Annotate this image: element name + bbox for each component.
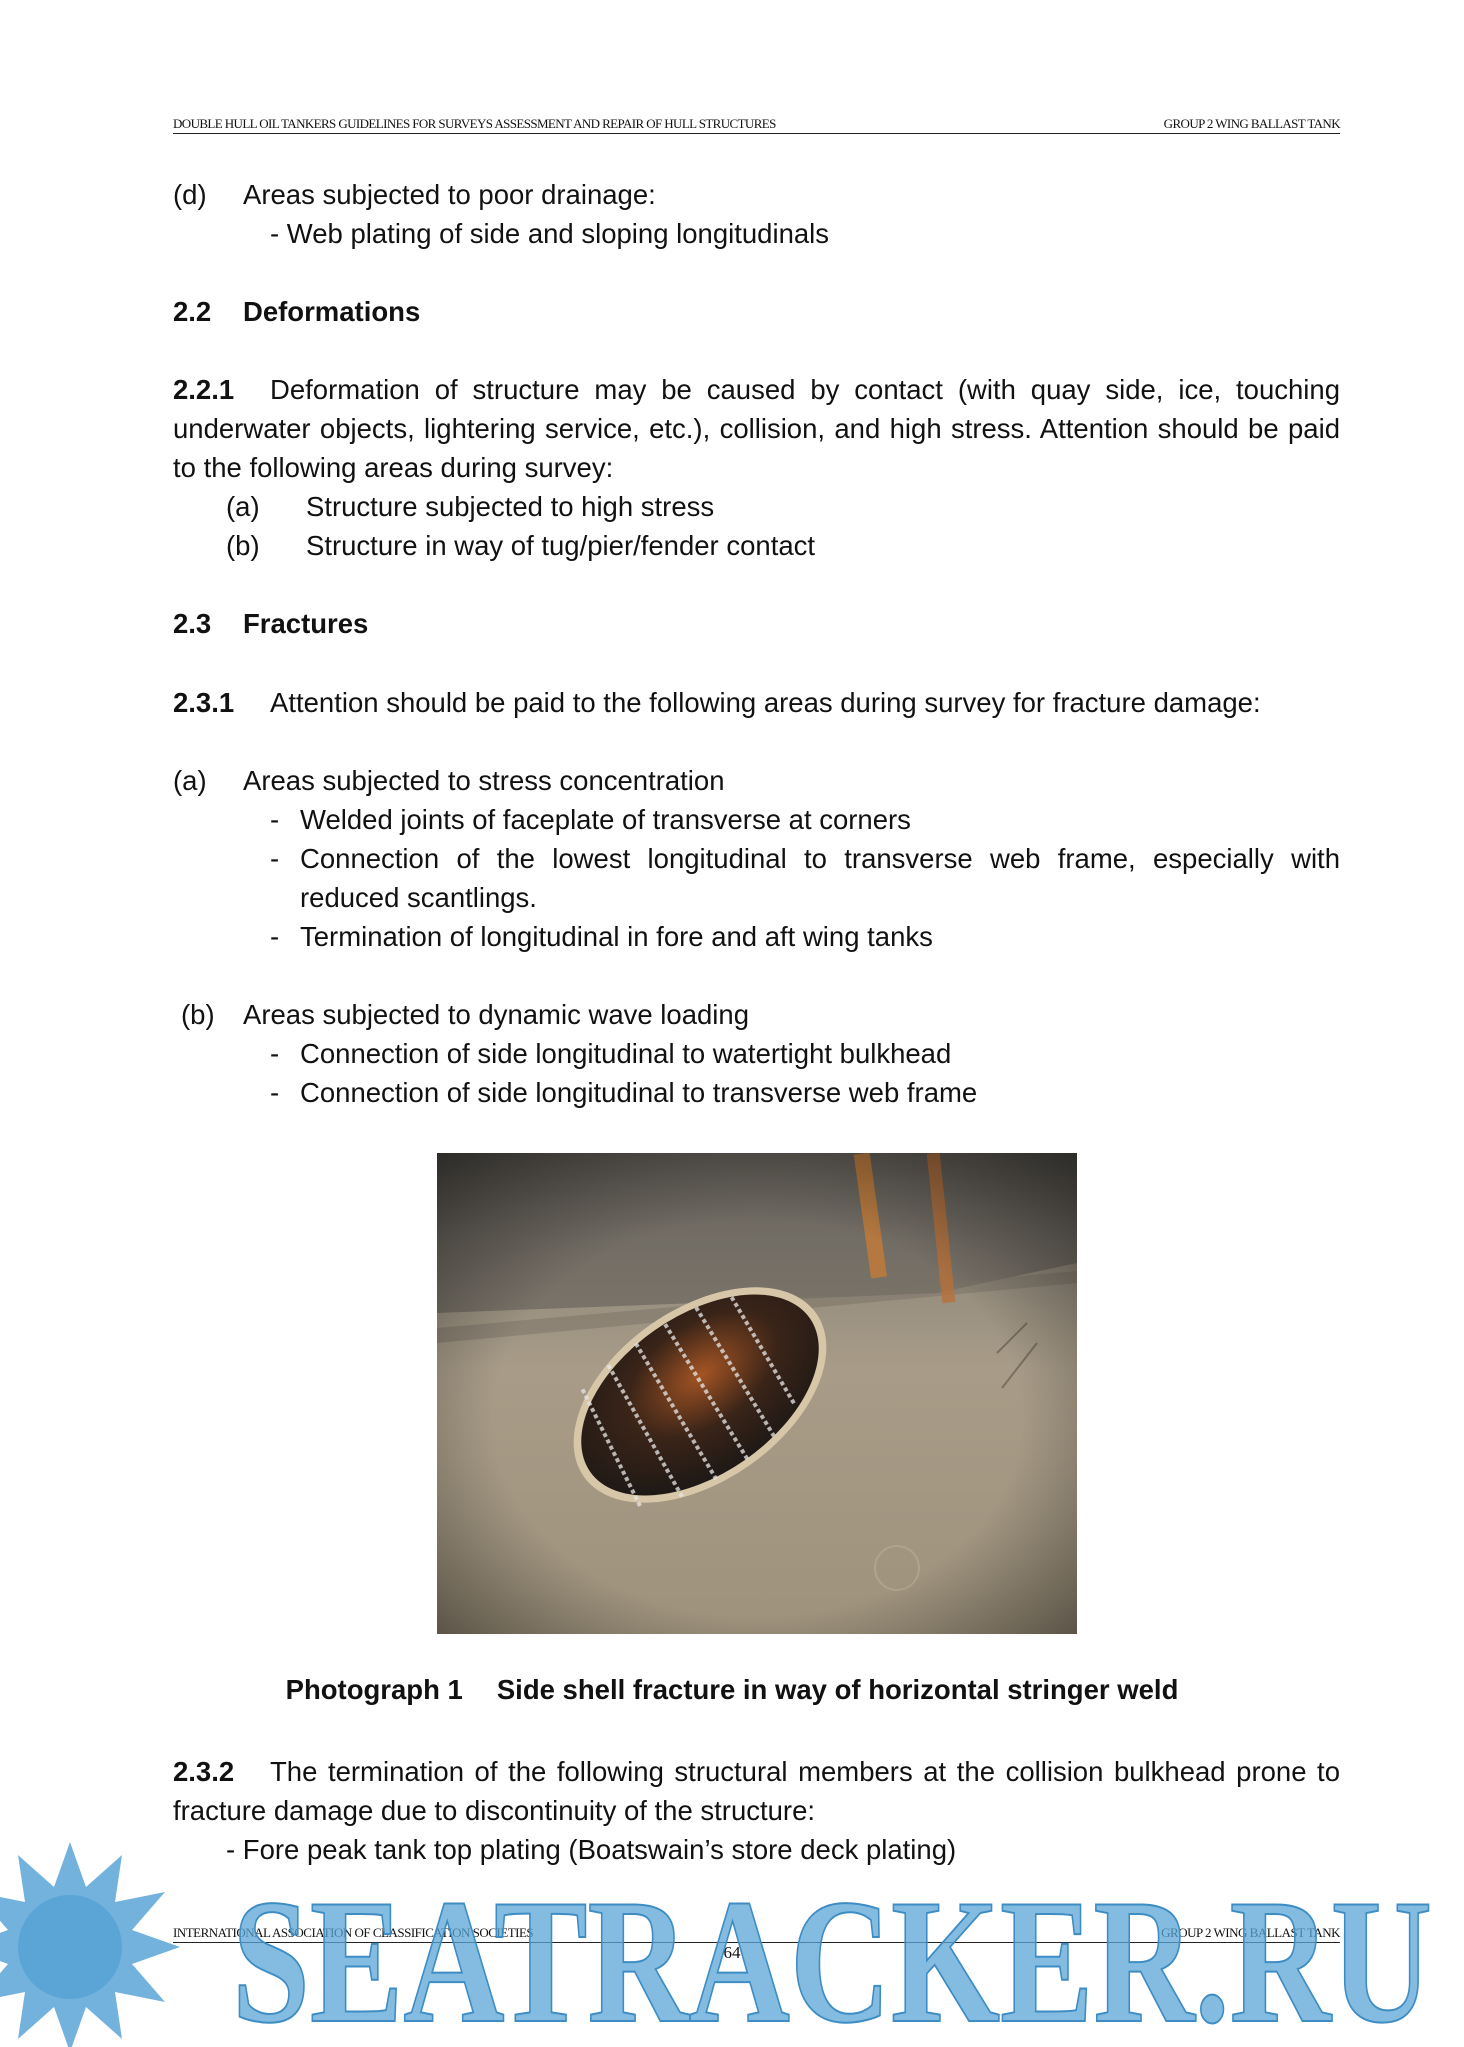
page-header — [173, 115, 1340, 134]
paragraph-2-3-2-text: The termination of the following structural members at the collision bulkhead prone to fracture damage due to discontinuity of the structure: — [173, 1756, 1340, 1826]
footer-section: GROUP 2 WING BALLAST TANK — [1161, 1925, 1340, 1940]
bullet-dash: - — [270, 921, 280, 952]
bullet-dash: - — [270, 843, 280, 874]
item-b-marker: (b) — [181, 999, 215, 1030]
list-2-2-1-marker-b: (b) — [226, 530, 260, 561]
section-2-3-number: 2.3 — [173, 608, 212, 639]
item-d-marker: (d) — [173, 179, 207, 210]
paragraph-2-3-2 — [173, 1752, 1340, 1830]
paragraph-2-2-1-text: Deformation of structure may be caused by contact (with quay side, ice, touching underwater objects, lightering service, etc.), collision, and high stress. Attention should be paid to the following areas during survey: — [173, 374, 1340, 483]
bullet-dash: - — [270, 1038, 280, 1069]
header-title: DOUBLE HULL OIL TANKERS GUIDELINES FOR SURVEYS ASSESSMENT AND REPAIR OF HULL STRUCTURES — [173, 116, 776, 131]
seatracker-watermark — [0, 1825, 1464, 2047]
item-d-text: Areas subjected to poor drainage: — [243, 179, 656, 210]
photo-caption — [0, 1674, 1464, 1706]
list-2-2-1-item-b: Structure in way of tug/pier/fender contact — [306, 530, 816, 561]
bullet-dash: - — [270, 804, 280, 835]
item-b-text: Areas subjected to dynamic wave loading — [243, 999, 749, 1030]
paragraph-2-2-1-number: 2.2.1 — [173, 374, 235, 405]
item-a-bullet-1: Welded joints of faceplate of transverse at corners — [300, 804, 911, 835]
section-2-3-title: Fractures — [243, 608, 369, 639]
section-2-2-title: Deformations — [243, 296, 421, 327]
section-2-2-number: 2.2 — [173, 296, 212, 327]
item-a-bullet-2: Connection of the lowest longitudinal to transverse web frame, especially with reduced scantlings. — [300, 843, 1340, 913]
paragraph-2-3-1-number: 2.3.1 — [173, 687, 235, 718]
bullet-dash: - — [270, 1077, 280, 1108]
paragraph-2-3-1 — [173, 683, 1261, 722]
paragraph-2-3-2-number: 2.3.2 — [173, 1756, 235, 1787]
item-a-marker: (a) — [173, 765, 207, 796]
paragraph-2-3-1-text: Attention should be paid to the following areas during survey for fracture damage: — [270, 687, 1261, 718]
fracture-photograph — [437, 1153, 1077, 1634]
list-2-2-1-item-a: Structure subjected to high stress — [306, 491, 715, 522]
photo-caption-label: Photograph 1 — [285, 1674, 463, 1705]
header-section: GROUP 2 WING BALLAST TANK — [1163, 116, 1340, 131]
item-d-sub: - Web plating of side and sloping longitudinals — [270, 218, 830, 249]
item-b-bullet-1: Connection of side longitudinal to watertight bulkhead — [300, 1038, 952, 1069]
item-a-bullet-3: Termination of longitudinal in fore and aft wing tanks — [300, 921, 933, 952]
list-2-2-1-marker-a: (a) — [226, 491, 260, 522]
paragraph-2-2-1 — [173, 370, 1340, 487]
sun-logo-icon — [0, 1842, 180, 2047]
paragraph-2-3-2-sub: - Fore peak tank top plating (Boatswain’s store deck plating) — [226, 1834, 957, 1865]
watermark-text: SEATRACKER.RU — [232, 1862, 1432, 2047]
page-number: 64 — [723, 1943, 741, 1962]
footer-organization: INTERNATIONAL ASSOCIATION OF CLASSIFICATION SOCIETIES — [173, 1925, 534, 1940]
photo-caption-text: Side shell fracture in way of horizontal stringer weld — [496, 1674, 1179, 1705]
item-b-bullet-2: Connection of side longitudinal to transverse web frame — [300, 1077, 978, 1108]
item-a-text: Areas subjected to stress concentration — [243, 765, 725, 796]
